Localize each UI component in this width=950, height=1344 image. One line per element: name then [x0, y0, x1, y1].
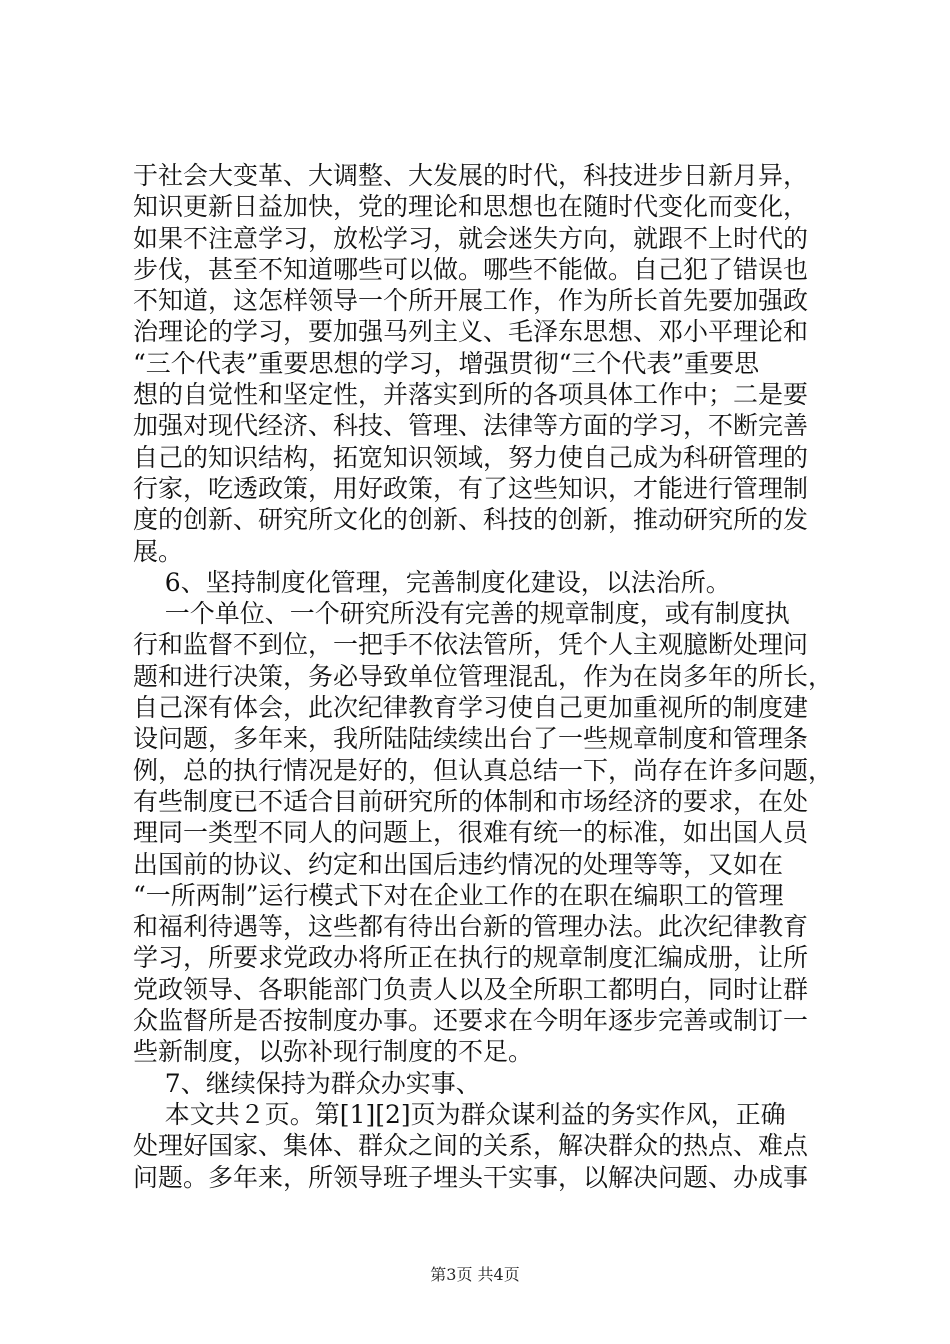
text-line: 题和进行决策，务必导致单位管理混乱，作为在岗多年的所长，	[133, 661, 834, 691]
text-line: 想的自觉性和坚定性，并落实到所的各项具体工作中；二是要	[133, 380, 809, 410]
text-line: 展。	[133, 536, 184, 566]
text-line: 治理论的学习，要加强马列主义、毛泽东思想、邓小平理论和	[133, 317, 809, 347]
text-line: 6、坚持制度化管理，完善制度化建设，以法治所。	[133, 567, 731, 597]
text-line: 众监督所是否按制度办事。还要求在今明年逐步完善或制订一	[133, 1006, 809, 1036]
text-line: 度的创新、研究所文化的创新、科技的创新，推动研究所的发	[133, 505, 809, 535]
text-line: 出国前的协议、约定和出国后违约情况的处理等等，又如在	[133, 849, 784, 879]
text-line: 和福利待遇等，这些都有待出台新的管理办法。此次纪律教育	[133, 912, 809, 942]
text-line: 例，总的执行情况是好的，但认真总结一下，尚存在许多问题，	[133, 755, 834, 785]
text-line: 自己的知识结构，拓宽知识领域，努力使自己成为科研管理的	[133, 442, 809, 472]
text-line: 一个单位、一个研究所没有完善的规章制度，或有制度执	[133, 599, 790, 629]
text-line: 知识更新日益加快，党的理论和思想也在随时代变化而变化，	[133, 192, 809, 222]
text-line: “一所两制”运行模式下对在企业工作的在职在编职工的管理	[133, 880, 784, 910]
text-line: 如果不注意学习，放松学习，就会迷失方向，就跟不上时代的	[133, 223, 809, 253]
text-line: 理同一类型不同人的问题上，很难有统一的标准，如出国人员	[133, 818, 809, 848]
text-line: 问题。多年来，所领导班子埋头干实事，以解决问题、办成事	[133, 1162, 809, 1192]
text-line: 于社会大变革、大调整、大发展的时代，科技进步日新月异，	[133, 161, 809, 190]
text-line: 设问题，多年来，我所陆陆续续出台了一些规章制度和管理条	[133, 724, 809, 754]
text-line: 7、继续保持为群众办实事、	[133, 1068, 481, 1098]
text-line: 行和监督不到位，一把手不依法管所，凭个人主观臆断处理问	[133, 630, 809, 660]
text-line: 党政领导、各职能部门负责人以及全所职工都明白，同时让群	[133, 974, 809, 1004]
text-line: “三个代表”重要思想的学习，增强贯彻“三个代表”重要思	[133, 348, 760, 378]
text-line: 有些制度已不适合目前研究所的体制和市场经济的要求，在处	[133, 786, 809, 816]
text-line: 自己深有体会，此次纪律教育学习使自己更加重视所的制度建	[133, 693, 809, 723]
text-line: 学习，所要求党政办将所正在执行的规章制度汇编成册，让所	[133, 943, 809, 973]
text-line: 行家，吃透政策，用好政策，有了这些知识，才能进行管理制	[133, 473, 809, 503]
text-line: 些新制度，以弥补现行制度的不足。	[133, 1037, 534, 1067]
document-body	[133, 160, 833, 1193]
page-footer: 第3页 共4页	[430, 1265, 520, 1284]
text-line: 加强对现代经济、科技、管理、法律等方面的学习，不断完善	[133, 411, 809, 441]
text-line: 本文共２页。第[1][2]页为群众谋利益的务实作风，正确	[133, 1099, 786, 1129]
text-line: 步伐，甚至不知道哪些可以做。哪些不能做。自己犯了错误也	[133, 254, 809, 284]
text-line: 处理好国家、集体、群众之间的关系，解决群众的热点、难点	[133, 1131, 809, 1161]
text-line: 不知道，这怎样领导一个所开展工作，作为所长首先要加强政	[133, 286, 809, 316]
